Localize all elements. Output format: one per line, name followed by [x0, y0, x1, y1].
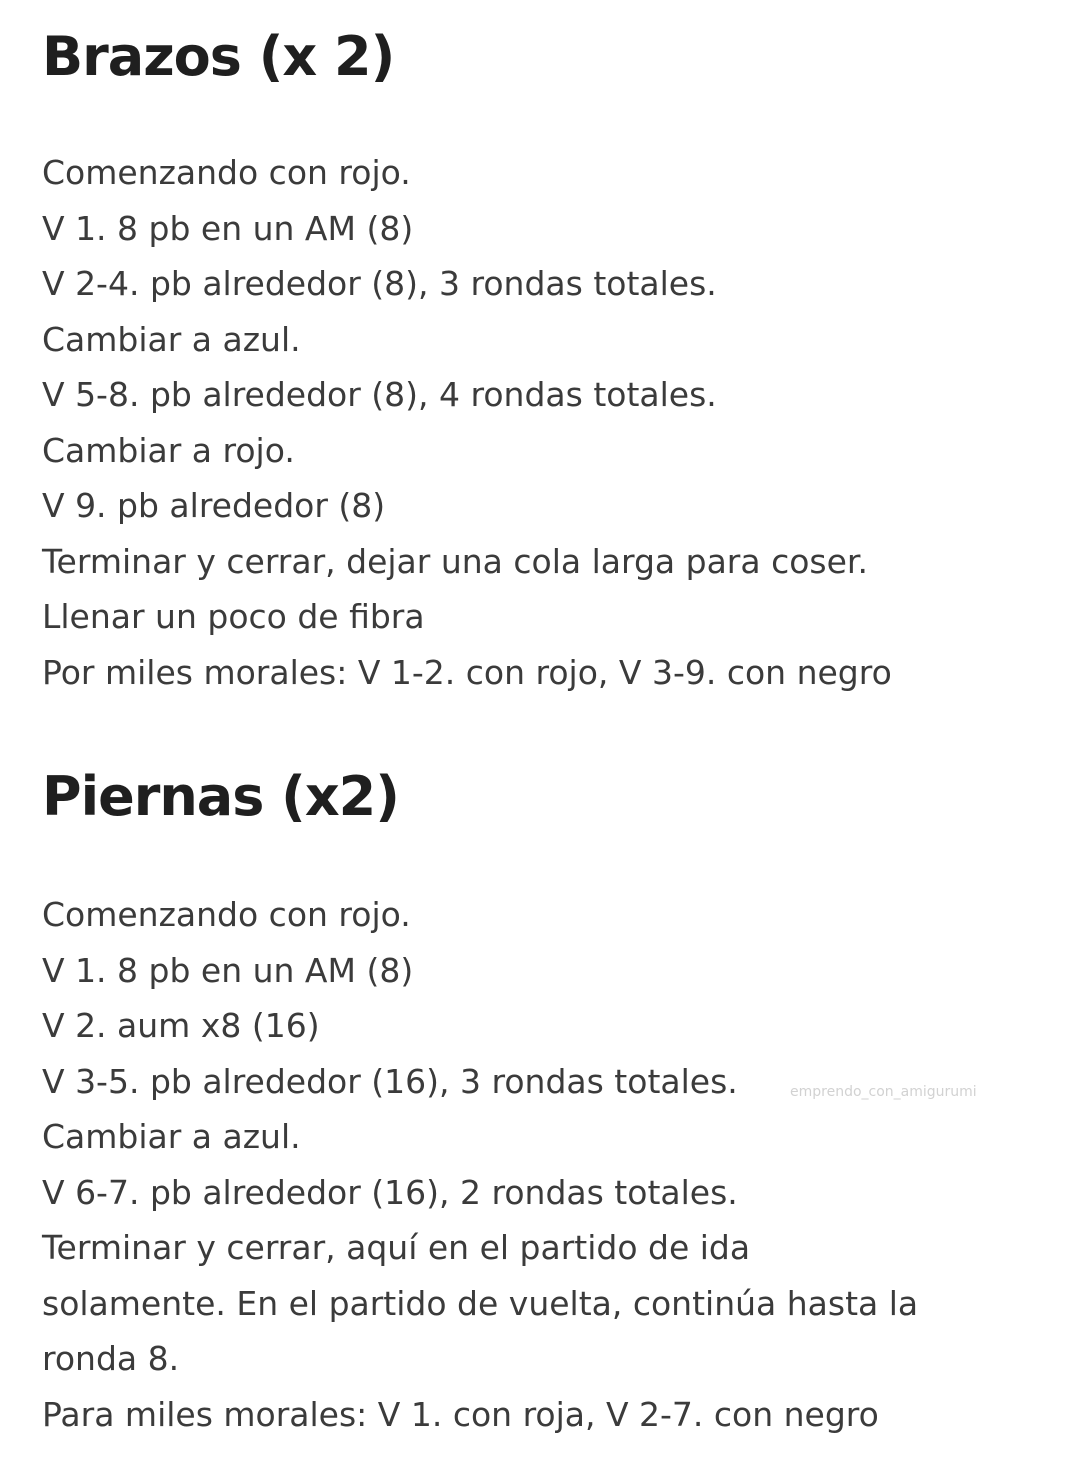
instruction-line: Comenzando con rojo. [42, 153, 411, 192]
instruction-line: Para miles morales: V 1. con roja, V 2-7. con negro [42, 1394, 879, 1434]
instruction-line: Cambiar a azul. [42, 1117, 301, 1156]
instruction-line: Terminar y cerrar, aquí en el partido de ida [42, 1228, 751, 1267]
instruction-line: V 1. 8 pb en un AM (8) [42, 208, 414, 248]
instruction-line: V 2-4. pb alrededor (8), 3 rondas totales. [42, 264, 717, 303]
instruction-line: V 9. pb alrededor (8) [42, 486, 386, 525]
instruction-line: Llenar un poco de fibra [42, 597, 425, 636]
instruction-list-piernas [42, 887, 1050, 1442]
instruction-line: Por miles morales: V 1-2. con rojo, V 3-9. con negro [42, 652, 892, 692]
watermark: emprendo_con_amigurumi [790, 1084, 977, 1100]
instruction-line: ronda 8. [42, 1339, 180, 1378]
instruction-line: V 2. aum x8 (16) [42, 1006, 320, 1045]
section-piernas [42, 765, 1050, 1442]
instruction-line: Comenzando con rojo. [42, 895, 411, 934]
instruction-line: Terminar y cerrar, dejar una cola larga para coser. [42, 541, 868, 581]
instruction-list-brazos [42, 145, 1050, 700]
section-heading-brazos: Brazos (x 2) [42, 25, 395, 88]
instruction-line: V 6-7. pb alrededor (16), 2 rondas totales. [42, 1172, 738, 1212]
section-brazos [42, 25, 1050, 700]
instruction-line: Cambiar a rojo. [42, 430, 295, 470]
instruction-line: Cambiar a azul. [42, 319, 301, 359]
instruction-line: solamente. En el partido de vuelta, continúa hasta la [42, 1283, 919, 1323]
instruction-line: V 1. 8 pb en un AM (8) [42, 950, 414, 990]
instruction-line: V 5-8. pb alrededor (8), 4 rondas totales. [42, 375, 717, 414]
instruction-line: V 3-5. pb alrededor (16), 3 rondas totales. [42, 1061, 738, 1101]
section-heading-piernas: Piernas (x2) [42, 765, 399, 828]
